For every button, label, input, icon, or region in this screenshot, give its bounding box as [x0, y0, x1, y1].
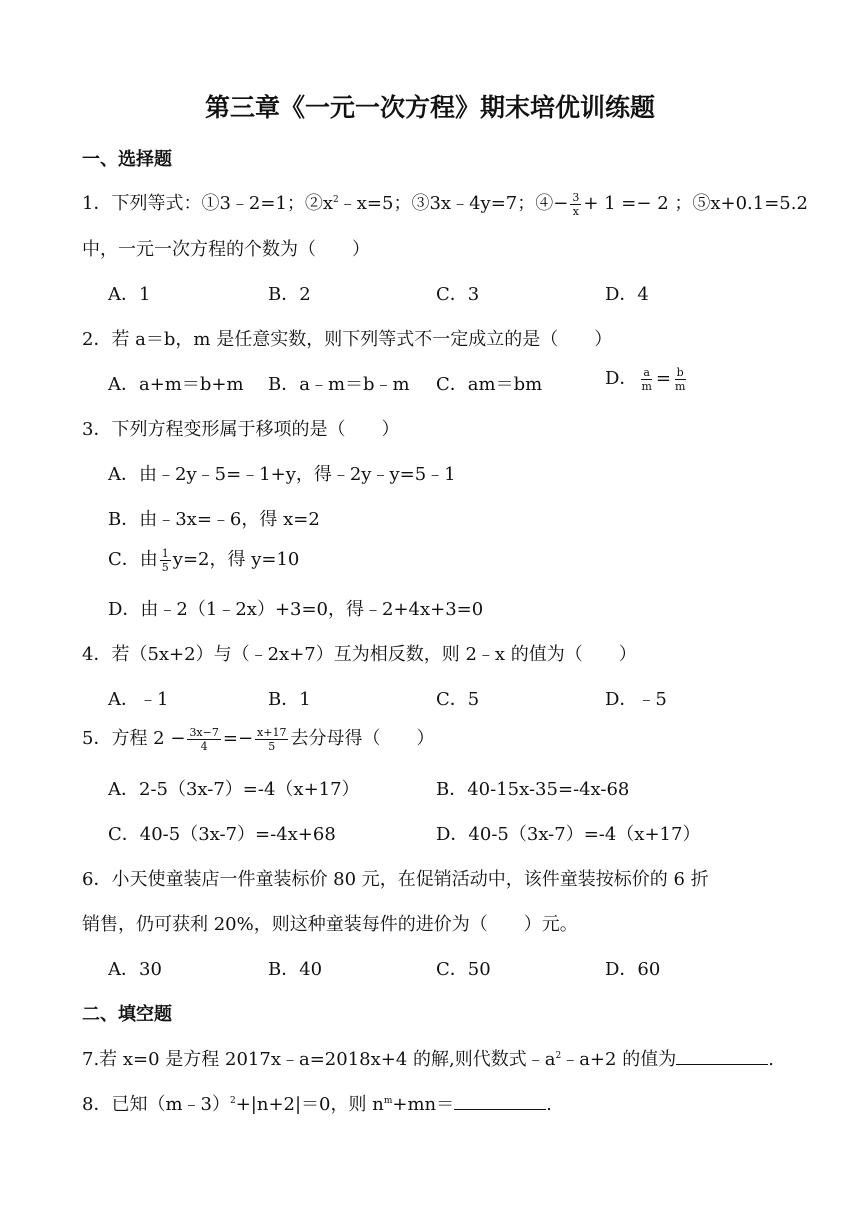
q1-exponent: 2	[333, 195, 339, 205]
question-1-stem	[82, 189, 808, 218]
question-6-stem-line2: 销售，仍可获利 20%，则这种童装每件的进价为（ ）元。	[82, 914, 578, 935]
q7-answer-blank[interactable]	[676, 1048, 768, 1065]
question-2-stem: 2．若 a＝b，m 是任意实数，则下列等式不一定成立的是（ ）	[82, 329, 613, 350]
q1-fraction	[570, 191, 581, 218]
q4-option-b[interactable]: B．1	[268, 689, 311, 710]
q1-text-d: + 1 =− 2 ；⑤x+0.1=5.2	[583, 193, 808, 214]
q5-suffix: 去分母得（ ）	[290, 728, 435, 749]
q5-num1: 3x−7	[189, 725, 219, 739]
q5-fraction-2	[255, 726, 288, 753]
q1-option-c[interactable]: C．3	[436, 284, 480, 305]
q5-num2: x+17	[257, 725, 287, 739]
q3-c-prefix: C．由	[108, 549, 158, 570]
q2-d-equals: =	[655, 368, 671, 389]
q3-option-a[interactable]: A．由﹣2y﹣5=﹣1+y，得﹣2y﹣y=5﹣1	[108, 464, 456, 485]
q2-d-num2: b	[676, 365, 684, 379]
q4-option-a[interactable]: A．﹣1	[108, 689, 169, 710]
q1-text-b: ﹣x=5；③3x﹣4y=7；④	[338, 193, 554, 214]
q3-c-suffix: y=2，得 y=10	[172, 549, 300, 570]
q6-option-a[interactable]: A．30	[108, 959, 162, 980]
q5-option-a[interactable]: A．2-5（3x-7）=-4（x+17）	[108, 779, 360, 800]
q5-fraction-1	[187, 726, 220, 753]
q1-fraction-numerator: 3	[572, 190, 580, 204]
q7-end: .	[768, 1049, 774, 1070]
q5-option-d[interactable]: D．40-5（3x-7）=-4（x+17）	[436, 824, 701, 845]
q6-option-b[interactable]: B．40	[268, 959, 323, 980]
question-1-stem-line2: 中，一元一次方程的个数为（ ）	[82, 239, 370, 260]
q6-option-d[interactable]: D．60	[605, 959, 661, 980]
q7-exponent: 2	[555, 1051, 562, 1061]
question-5-stem	[82, 724, 434, 753]
q5-option-b[interactable]: B．40-15x-35=-4x-68	[436, 779, 630, 800]
q3-option-d[interactable]: D．由﹣2（1﹣2x）+3=0，得﹣2+4x+3=0	[108, 599, 484, 620]
question-3-stem: 3．下列方程变形属于移项的是（ ）	[82, 419, 400, 440]
q1-option-d[interactable]: D．4	[605, 284, 649, 305]
q5-prefix: 5．方程 2 −	[82, 728, 186, 749]
q2-option-d-label: D．	[605, 368, 638, 389]
q2-option-b[interactable]: B．a﹣m＝b﹣m	[268, 374, 410, 395]
q5-den2: 5	[268, 739, 276, 753]
section-heading-choice: 一、选择题	[82, 149, 172, 170]
question-6-stem: 6．小天使童装店一件童装标价 80 元，在促销活动中，该件童装按标价的 6 折	[82, 869, 709, 890]
section-heading-fill: 二、填空题	[82, 1004, 172, 1025]
q2-option-d-fraction-1	[639, 366, 653, 393]
q3-c-fraction	[160, 547, 171, 574]
q2-d-den1: m	[641, 379, 652, 393]
q2-option-a[interactable]: A．a+m＝b+m	[108, 374, 244, 395]
q2-d-num1: a	[643, 365, 650, 379]
q5-den1: 4	[200, 739, 208, 753]
q7-text-b: ﹣a+2 的值为	[561, 1049, 677, 1070]
q3-c-den: 5	[161, 560, 169, 574]
q5-option-c[interactable]: C．40-5（3x-7）=-4x+68	[108, 824, 336, 845]
q2-option-d-fraction-2	[673, 366, 687, 393]
q4-option-d[interactable]: D．﹣5	[605, 689, 667, 710]
q8-text-b: +|n+2|＝0，则 n	[235, 1094, 384, 1115]
q8-answer-blank[interactable]	[454, 1093, 546, 1110]
q8-end: .	[546, 1094, 552, 1115]
q1-fraction-denominator: x	[572, 204, 579, 218]
q2-d-den2: m	[674, 379, 686, 393]
question-7-stem	[82, 1045, 774, 1071]
q8-text-a: 8．已知（m﹣3）	[82, 1094, 230, 1115]
q5-mid: =−	[222, 728, 254, 749]
q8-text-c: +mn＝	[392, 1094, 455, 1115]
q3-option-c[interactable]	[108, 545, 299, 574]
q2-option-d[interactable]	[605, 364, 689, 393]
q8-exponent-2: m	[383, 1096, 393, 1106]
q1-option-b[interactable]: B．2	[268, 284, 311, 305]
question-8-stem	[82, 1090, 552, 1116]
question-4-stem: 4．若（5x+2）与（﹣2x+7）互为相反数，则 2﹣x 的值为（ ）	[82, 644, 637, 665]
q1-minus: −	[553, 193, 569, 214]
q1-text-a: 1．下列等式：①3﹣2=1；②x	[82, 193, 334, 214]
page-title: 第三章《一元一次方程》期末培优训练题	[204, 93, 655, 122]
q3-option-b[interactable]: B．由﹣3x=﹣6，得 x=2	[108, 509, 320, 530]
q4-option-c[interactable]: C．5	[436, 689, 480, 710]
q6-option-c[interactable]: C．50	[436, 959, 491, 980]
q2-option-c[interactable]: C．am＝bm	[436, 374, 543, 395]
q8-exponent-1: 2	[229, 1096, 236, 1106]
q1-option-a[interactable]: A．1	[108, 284, 151, 305]
q7-text-a: 7.若 x=0 是方程 2017x﹣a=2018x+4 的解,则代数式﹣a	[82, 1049, 556, 1070]
q3-c-num: 1	[161, 546, 169, 560]
